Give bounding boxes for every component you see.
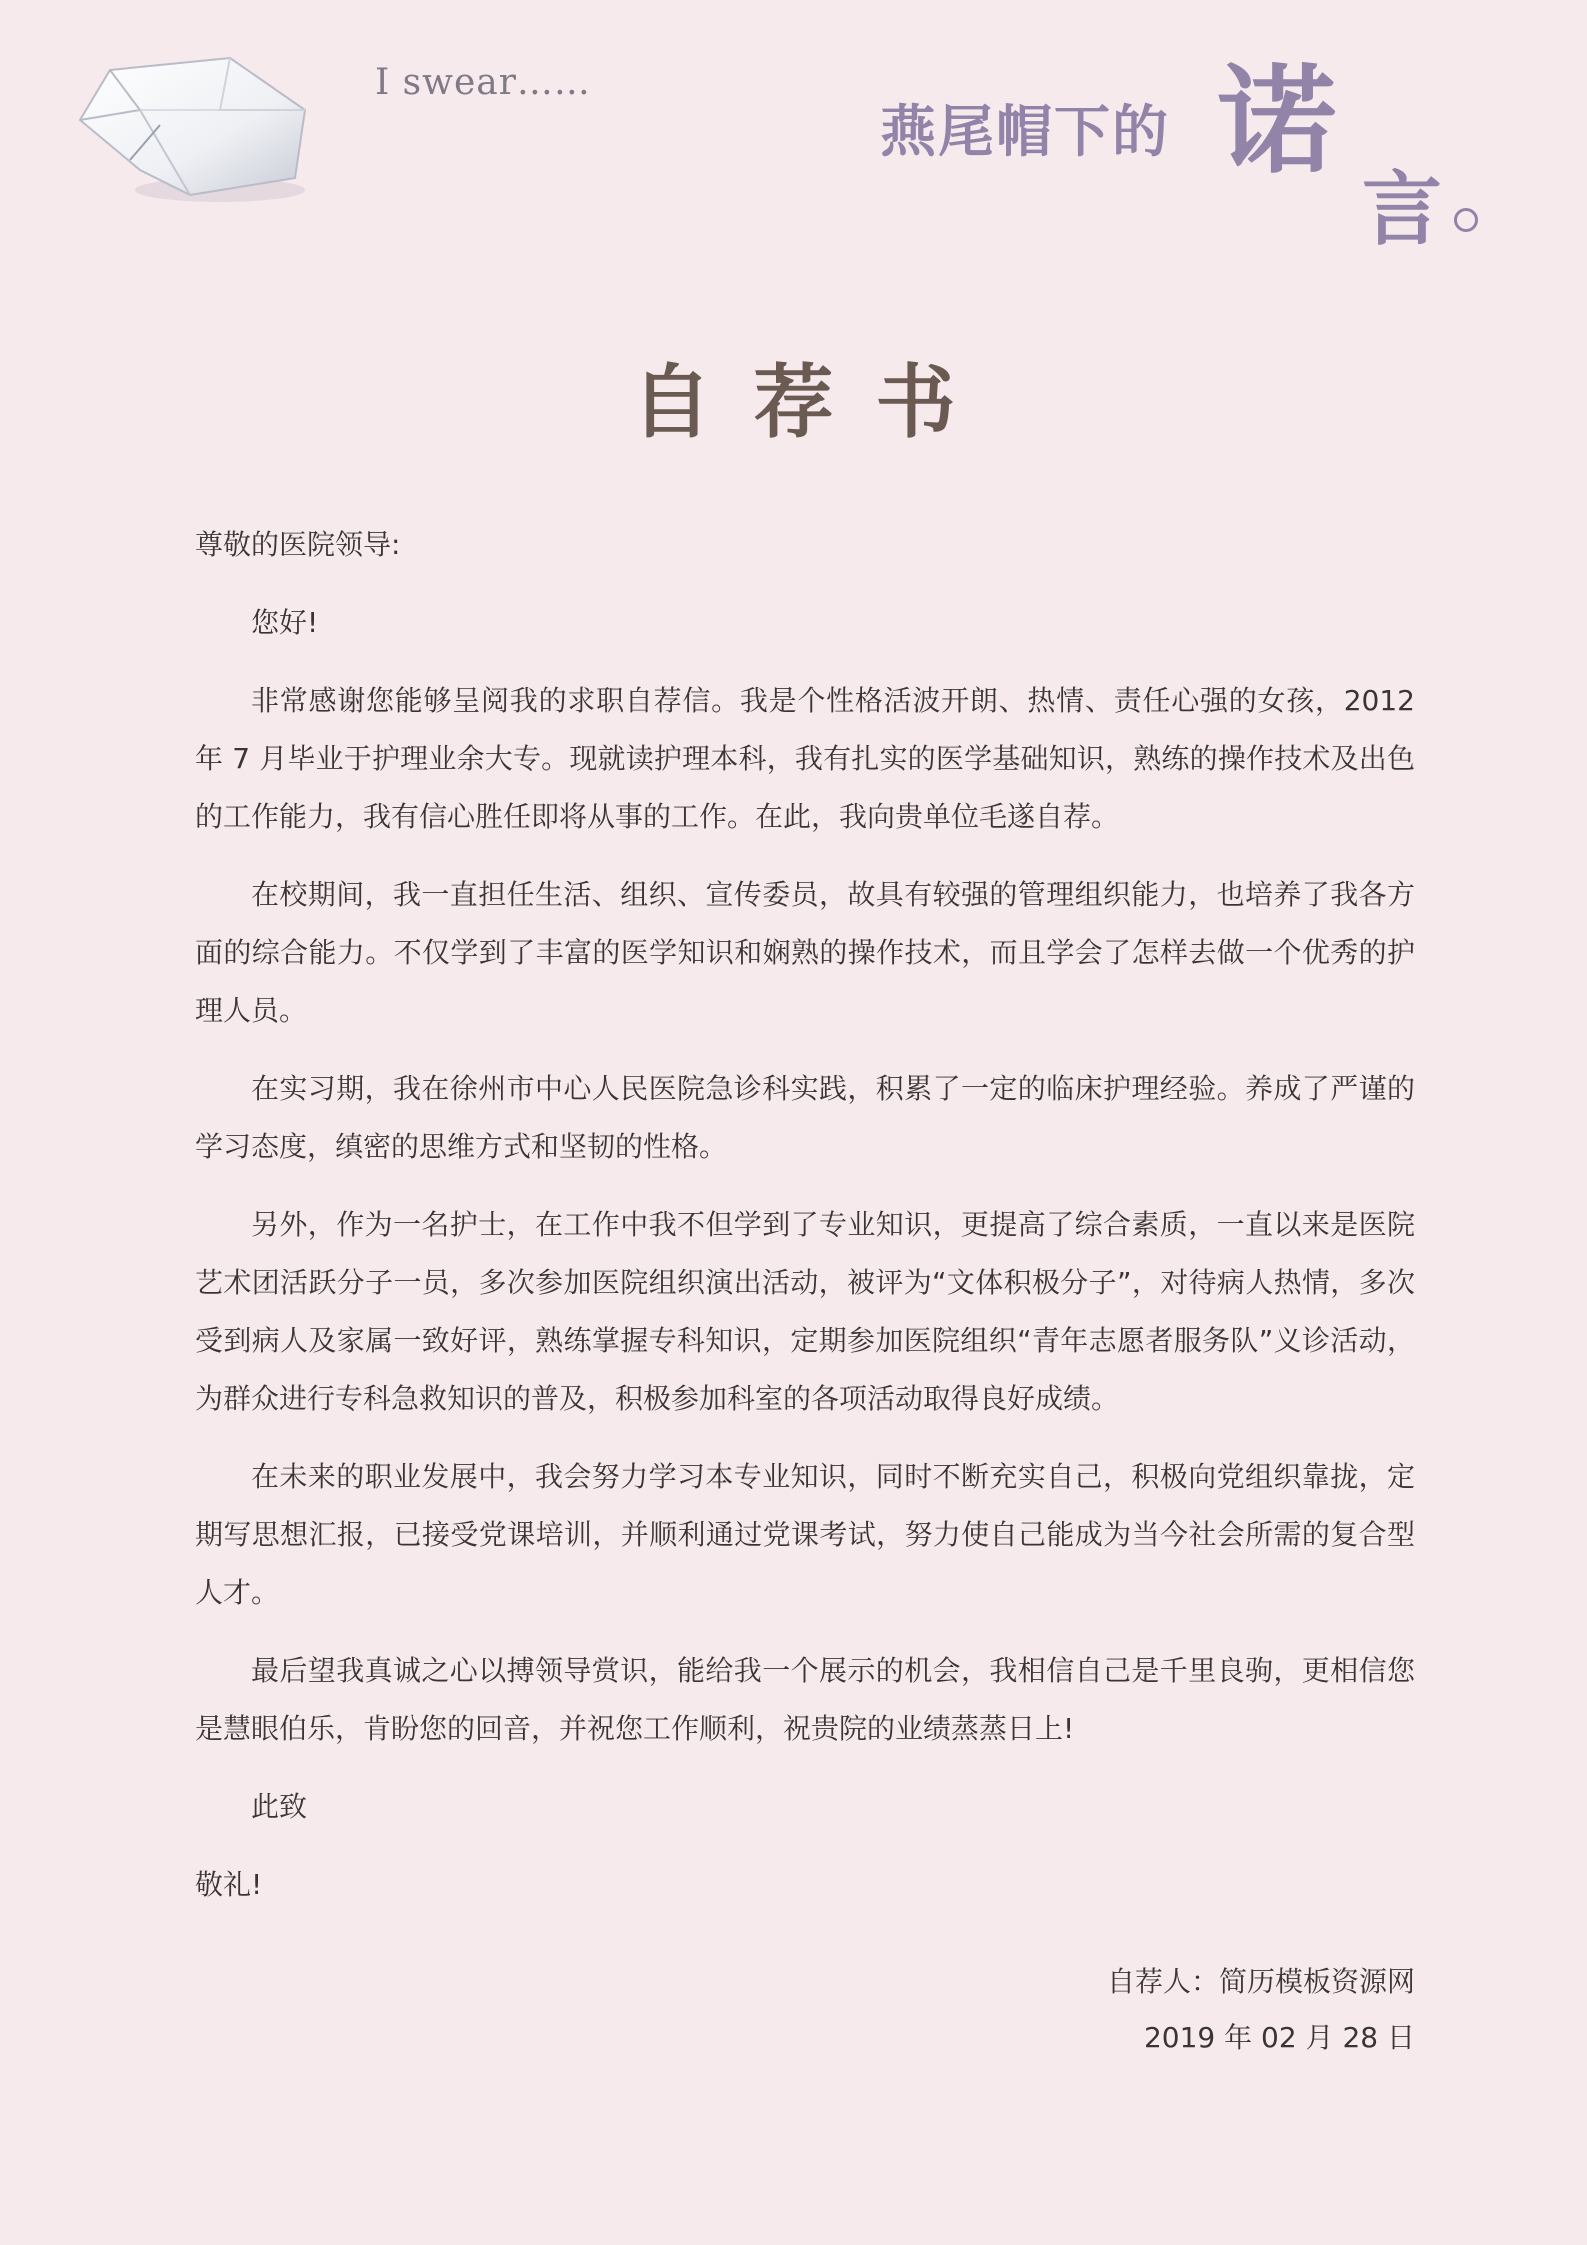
slogan-period-dot	[1454, 208, 1478, 232]
paragraph: 另外，作为一名护士，在工作中我不但学到了专业知识，更提高了综合素质，一直以来是医院艺术团活跃分子一员，多次参加医院组织演出活动，被评为“文体积极分子”，对待病人热情，多次受到病人及家属一致好评，熟练掌握专科知识，定期参加医院组织“青年志愿者服务队”义诊活动，为群众进行专科急救知识的普及，积极参加科室的各项活动取得良好成绩。	[195, 1208, 1415, 1415]
author-line: 自荐人：简历模板资源网	[1106, 1965, 1415, 1998]
letter-body	[195, 516, 1415, 1934]
document-title: 自荐书	[631, 355, 998, 449]
greeting: 尊敬的医院领导:	[195, 528, 401, 561]
paragraph: 在实习期，我在徐州市中心人民医院急诊科实践，积累了一定的临床护理经验。养成了严谨的学习态度，缜密的思维方式和坚韧的性格。	[195, 1072, 1415, 1163]
slogan-text: 燕尾帽下的	[880, 99, 1170, 165]
signature-block	[1107, 1954, 1415, 2066]
slogan-big-char: 诺	[1218, 51, 1337, 190]
paragraph: 非常感谢您能够呈阅我的求职自荐信。我是个性格活波开朗、热情、责任心强的女孩，2012 年 7 月毕业于护理业余大专。现就读护理本科，我有扎实的医学基础知识，熟练的操作技术及出色的工作能力，我有信心胜任即将从事的工作。在此，我向贵单位毛遂自荐。	[195, 684, 1415, 833]
paragraph: 在未来的职业发展中，我会努力学习本专业知识，同时不断充实自己，积极向党组织靠拢，定期写思想汇报，已接受党课培训，并顺利通过党课考试，努力使自己能成为当今社会所需的复合型人才。	[195, 1460, 1415, 1609]
slogan-big-char-2: 言	[1362, 162, 1442, 256]
date-line: 2019 年 02 月 28 日	[1143, 2021, 1415, 2054]
closing-line: 此致	[251, 1790, 308, 1823]
hello-line: 您好!	[251, 606, 319, 639]
paragraph: 最后望我真诚之心以搏领导赏识，能给我一个展示的机会，我相信自己是千里良驹，更相信您是慧眼伯乐，肯盼您的回音，并祝您工作顺利，祝贵院的业绩蒸蒸日上!	[195, 1654, 1415, 1745]
closing-salute: 敬礼!	[195, 1868, 263, 1901]
nurse-cap-icon	[70, 50, 320, 210]
swear-text: I swear……	[375, 62, 591, 103]
paragraph: 在校期间，我一直担任生活、组织、宣传委员，故具有较强的管理组织能力，也培养了我各方面的综合能力。不仅学到了丰富的医学知识和娴熟的操作技术，而且学会了怎样去做一个优秀的护理人员。	[195, 878, 1415, 1027]
